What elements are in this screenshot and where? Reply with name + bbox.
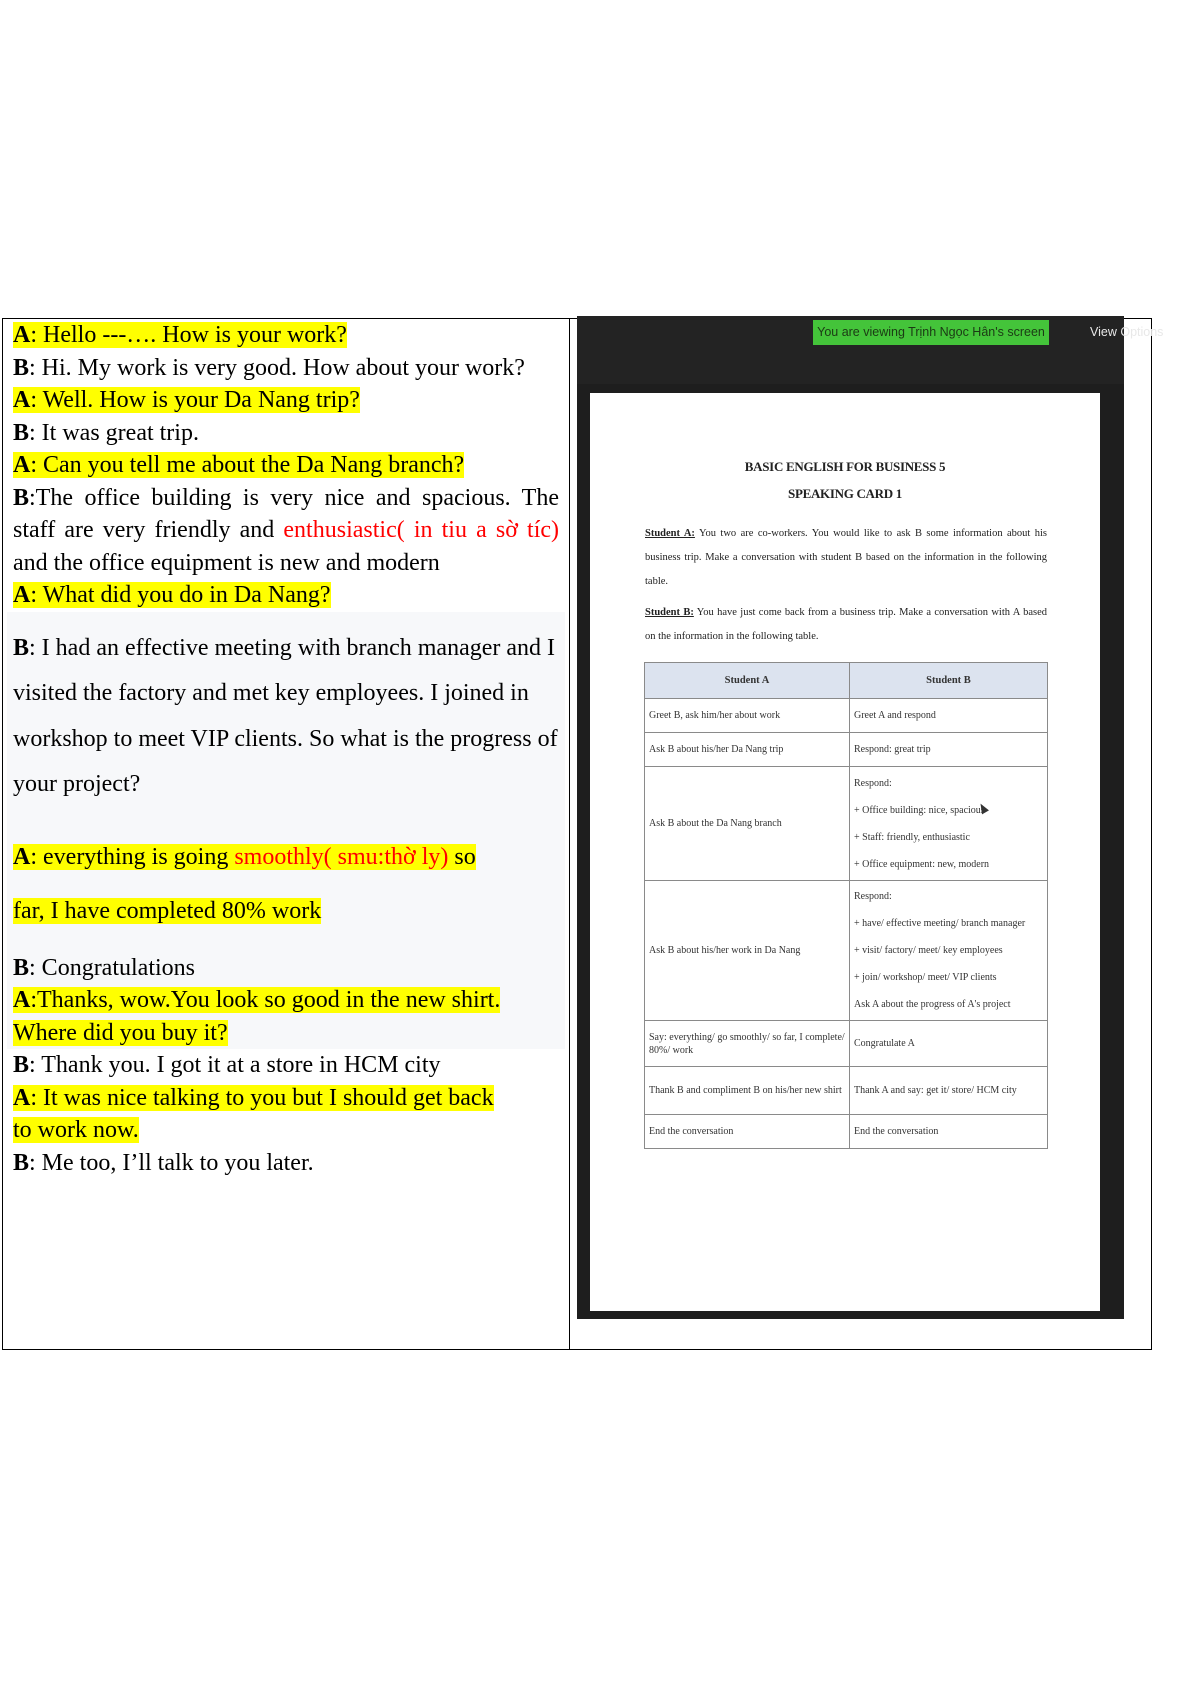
- table-cell: Congratulate A: [850, 1021, 1048, 1067]
- pronunciation-note: smoothly( smu:thờ ly): [234, 843, 449, 870]
- dialogue-column: [13, 319, 559, 1179]
- table-row: [645, 1021, 1048, 1067]
- speaker: B: [13, 954, 30, 981]
- cell-text: + Office building: nice, spacious: [854, 804, 985, 816]
- instruction-text: You two are co-workers. You would like to ask B some information about his business trip. Make a conversation with student B based on the information in the following table.: [645, 528, 1048, 587]
- cell-line: + visit/ factory/ meet/ key employees: [854, 945, 1003, 956]
- line-text: : everything is going: [30, 843, 235, 870]
- table-cell: Greet A and respond: [850, 699, 1048, 733]
- line-7: [13, 579, 559, 612]
- table-row: [645, 881, 1048, 1021]
- table-cell: Thank B and compliment B on his/her new shirt: [645, 1067, 850, 1115]
- line-text: and the office equipment is new and modern: [13, 549, 440, 576]
- line-text: so: [448, 843, 476, 870]
- speaker: B: [13, 484, 30, 511]
- line-text: : It was nice talking to you but I should get back: [30, 1084, 494, 1111]
- table-cell: Say: everything/ go smoothly/ so far, I complete/ 80%/ work: [645, 1021, 850, 1067]
- cell-line: + have/ effective meeting/ branch manager: [854, 918, 1026, 929]
- line-text: : Can you tell me about the Da Nang branch?: [30, 452, 465, 478]
- table-cell: Ask B about his/her Da Nang trip: [645, 733, 850, 767]
- table-cell: Thank A and say: get it/ store/ HCM city: [850, 1067, 1048, 1115]
- line-text: : What did you do in Da Nang?: [30, 582, 331, 608]
- instruction-text: You have just come back from a business trip. Make a conversation with A based on the information in the following table.: [645, 607, 1047, 642]
- line-text: :Thanks, wow.You look so good in the new shirt.: [30, 987, 501, 1013]
- table-row: [645, 699, 1048, 733]
- speaker: B: [13, 1149, 30, 1176]
- line-text: : It was great trip.: [29, 419, 199, 446]
- student-a-instruction: [645, 522, 1047, 594]
- line-8: [13, 626, 559, 808]
- line-text: to work now.: [13, 1117, 139, 1143]
- meeting-toolbar: [577, 316, 1164, 384]
- card-title: BASIC ENGLISH FOR BUSINESS 5: [744, 459, 946, 474]
- line-text: : Me too, I’ll talk to you later.: [29, 1149, 314, 1176]
- shaded-block: [7, 612, 565, 1050]
- speaking-card-page: [590, 393, 1100, 1311]
- line-5: [13, 449, 559, 482]
- speaker: B: [13, 419, 30, 446]
- speaker: A: [13, 987, 31, 1013]
- line-text: : I had an effective meeting with branch manager and I visited the factory and met key employees. I joined in workshop to meet VIP clients. So what is the progress of your project?: [13, 634, 558, 797]
- speaker: B: [13, 1052, 30, 1078]
- table-cell: Ask B about the Da Nang branch: [645, 767, 850, 881]
- table-cell: [850, 881, 1048, 1021]
- roles-table: [644, 662, 1048, 1149]
- table-header-row: [645, 663, 1048, 699]
- screen-share-screenshot: [577, 316, 1164, 1319]
- spacer: [13, 938, 559, 952]
- line-text: : Well. How is your Da Nang trip?: [30, 387, 360, 413]
- spacer: [13, 612, 559, 626]
- table-cell: Greet B, ask him/her about work: [645, 699, 850, 733]
- cell-line: [854, 797, 1043, 824]
- table-row: [645, 1115, 1048, 1149]
- column-header: Student B: [850, 663, 1048, 699]
- spacer: [13, 808, 559, 830]
- line-text: far, I have completed 80% work: [13, 897, 322, 924]
- cell-line: + join/ workshop/ meet/ VIP clients: [854, 972, 997, 983]
- line-text: : Congratulations: [29, 954, 195, 981]
- cell-line: Respond:: [854, 777, 892, 789]
- line-text: :The office building is very nice and spacious. The staff are very friendly and: [13, 484, 559, 543]
- viewing-banner: You are viewing Trịnh Ngọc Hân's screen: [813, 320, 1049, 345]
- table-cell: End the conversation: [850, 1115, 1048, 1149]
- speaker: B: [13, 354, 30, 381]
- speaker: A: [13, 452, 31, 478]
- table-row: [645, 767, 1048, 881]
- table-row: [645, 1067, 1048, 1115]
- column-header: Student A: [645, 663, 850, 699]
- cell-line: + Staff: friendly, enthusiastic: [854, 831, 970, 843]
- speaker: A: [13, 387, 31, 413]
- line-text: Where did you buy it?: [13, 1019, 228, 1046]
- speaker: A: [13, 582, 31, 608]
- speaker: A: [13, 322, 31, 348]
- line-13: [13, 1082, 559, 1147]
- line-10: [13, 952, 559, 985]
- line-text: : Thank you. I got it at a store in HCM city: [29, 1052, 441, 1078]
- speaker: A: [13, 1084, 31, 1111]
- student-b-label: Student B:: [645, 607, 694, 618]
- line-1: [13, 319, 559, 352]
- line-12: [13, 1049, 559, 1082]
- line-11: [13, 984, 559, 1049]
- speaker: B: [13, 634, 30, 661]
- line-6: [13, 482, 559, 580]
- line-4: [13, 417, 559, 450]
- table-row: [645, 733, 1048, 767]
- cell-line: + Office equipment: new, modern: [854, 858, 990, 870]
- cell-line: Ask A about the progress of A's project: [854, 999, 1011, 1010]
- line-text: : Hi. My work is very good. How about your work?: [29, 354, 525, 381]
- view-options-button[interactable]: View Options: [1090, 325, 1164, 339]
- line-3: [13, 384, 559, 417]
- speaker: A: [13, 843, 31, 870]
- line-2: [13, 352, 559, 385]
- table-cell: End the conversation: [645, 1115, 850, 1149]
- line-text: : Hello ---…. How is your work?: [30, 322, 347, 348]
- pronunciation-note: enthusiastic( in tiu a sờ tíc): [283, 517, 559, 543]
- student-b-instruction: [645, 601, 1047, 649]
- table-cell: Ask B about his/her work in Da Nang: [645, 881, 850, 1021]
- column-divider: [569, 319, 570, 1349]
- student-a-label: Student A:: [645, 528, 695, 539]
- line-14: [13, 1147, 559, 1180]
- table-cell: Respond: great trip: [850, 733, 1048, 767]
- table-cell: [850, 767, 1048, 881]
- line-9: [13, 830, 559, 938]
- card-subtitle: SPEAKING CARD 1: [788, 486, 902, 501]
- cell-line: Respond:: [854, 891, 892, 902]
